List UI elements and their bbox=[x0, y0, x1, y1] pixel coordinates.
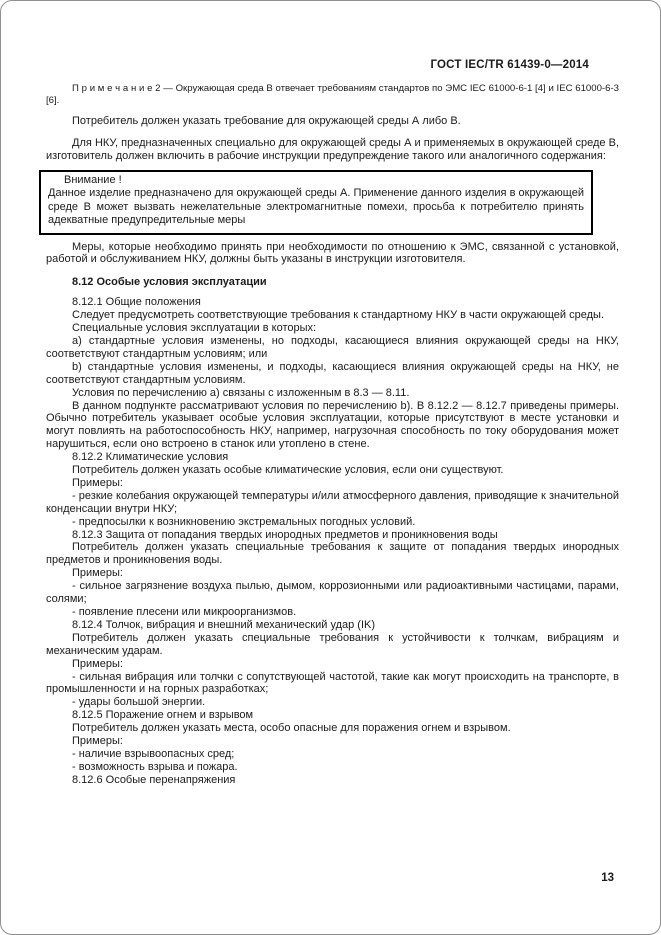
paragraph: Примеры: bbox=[72, 657, 123, 670]
paragraph: Условия по перечислению а) связаны с изложенным в 8.3 — 8.11. bbox=[72, 386, 410, 399]
paragraph: 8.12.2 Климатические условия bbox=[72, 451, 229, 464]
doc-number: ГОСТ IEC/TR 61439-0—2014 bbox=[430, 59, 589, 71]
warning-box bbox=[39, 170, 593, 235]
page-content bbox=[46, 59, 619, 787]
paragraph: - резкие колебания окружающей температуры и/или атмосферного давления, приводящие к значительной конденсации внутри НКУ; bbox=[46, 489, 619, 515]
note-paragraph: П р и м е ч а н и е 2 — Окружающая среда В отвечает требованиям стандартов по ЭМС IEC 61000-6-1 [4] и IEC 61000-6-3 [6]. bbox=[46, 83, 619, 106]
paragraph: а) стандартные условия изменены, но подходы, касающиеся влияния окружающей среды на НКУ, соответствуют стандартным условиям; или bbox=[46, 334, 619, 360]
paragraph: Специальные условия эксплуатации в которых: bbox=[72, 322, 317, 335]
paragraph: b) стандартные условия изменены, и подходы, касающиеся влияния окружающей среды на НКУ, не соответствуют стандартным условиям. bbox=[46, 360, 619, 386]
document-body bbox=[46, 83, 619, 787]
paragraph: 8.12.6 Особые перенапряжения bbox=[72, 773, 236, 786]
paragraph: Потребитель должен указать требование для окружающей среды А либо В. bbox=[72, 115, 461, 128]
paragraph: - удары большой энергии. bbox=[72, 696, 206, 709]
paragraph: - сильное загрязнение воздуха пылью, дымом, коррозионными или радиоактивными частицами, парами, солями; bbox=[46, 580, 619, 606]
paragraph: - сильная вибрация или толчки с сопутствующей частотой, такие как могут происходить на транспорте, в промышленности и на горных разработках; bbox=[46, 670, 619, 696]
paragraph: 8.12.4 Толчок, вибрация и внешний механический удар (IK) bbox=[72, 618, 376, 631]
paragraph: Следует предусмотреть соответствующие требования к стандартному НКУ в части окружающей среды. bbox=[72, 309, 604, 322]
paragraph: Примеры: bbox=[72, 476, 123, 489]
paragraph: 8.12.3 Защита от попадания твердых инородных предметов и проникновения воды bbox=[72, 528, 498, 541]
page-number: 13 bbox=[601, 872, 614, 884]
warning-line: Внимание ! bbox=[64, 173, 122, 186]
paragraph: В данном подпункте рассматривают условия по перечислению b). В 8.12.2 — 8.12.7 приведены примеры. Обычно потребитель указывает особые условия эксплуатации, которые присутствуют в месте установки и могут повлиять на работоспособность НКУ, например, нагрузочная способность по току оборудования может нарушиться, если оно встроено в станок или утоплено в стене. bbox=[46, 399, 619, 451]
paragraph: - появление плесени или микроорганизмов. bbox=[72, 606, 297, 618]
paragraph: - возможность взрыва и пожара. bbox=[72, 760, 238, 773]
paragraph: Для НКУ, предназначенных специально для окружающей среды А и применяемых в окружающей среде В, изготовитель должен включить в рабочие инструкции предупреждение такого или аналогичного содержания: bbox=[46, 137, 619, 162]
paragraph: Потребитель должен указать специальные требования к устойчивости к толчкам, вибрациям и механическим ударам. bbox=[46, 631, 619, 657]
paragraph: 8.12.5 Поражение огнем и взрывом bbox=[72, 709, 254, 722]
warning-line: Данное изделие предназначено для окружающей среды А. Применение данного изделия в окружающей среде В может вызвать нежелательные электромагнитные помехи, просьба к потребителю принять адекватные предупредительные меры bbox=[48, 187, 584, 227]
paragraph: 8.12.1 Общие положения bbox=[72, 296, 201, 309]
paragraph: Примеры: bbox=[72, 567, 123, 580]
paragraph: - предпосылки к возникновению экстремальных погодных условий. bbox=[72, 515, 416, 528]
paragraph: Потребитель должен указать места, особо опасные для поражения огнем и взрывом. bbox=[72, 722, 511, 735]
paragraph: - наличие взрывоопасных сред; bbox=[72, 747, 235, 760]
section-heading: 8.12 Особые условия эксплуатации bbox=[72, 276, 267, 289]
paragraph: Потребитель должен указать особые климатические условия, если они существуют. bbox=[72, 464, 504, 477]
paragraph: Меры, которые необходимо принять при необходимости по отношению к ЭМС, связанной с установкой, работой и обслуживанием НКУ, должны быть указаны в инструкции изготовителя. bbox=[46, 240, 619, 266]
paragraph: Примеры: bbox=[72, 735, 123, 748]
paragraph: Потребитель должен указать специальные требования к защите от попадания твердых инородных предметов и проникновения воды. bbox=[46, 541, 619, 567]
